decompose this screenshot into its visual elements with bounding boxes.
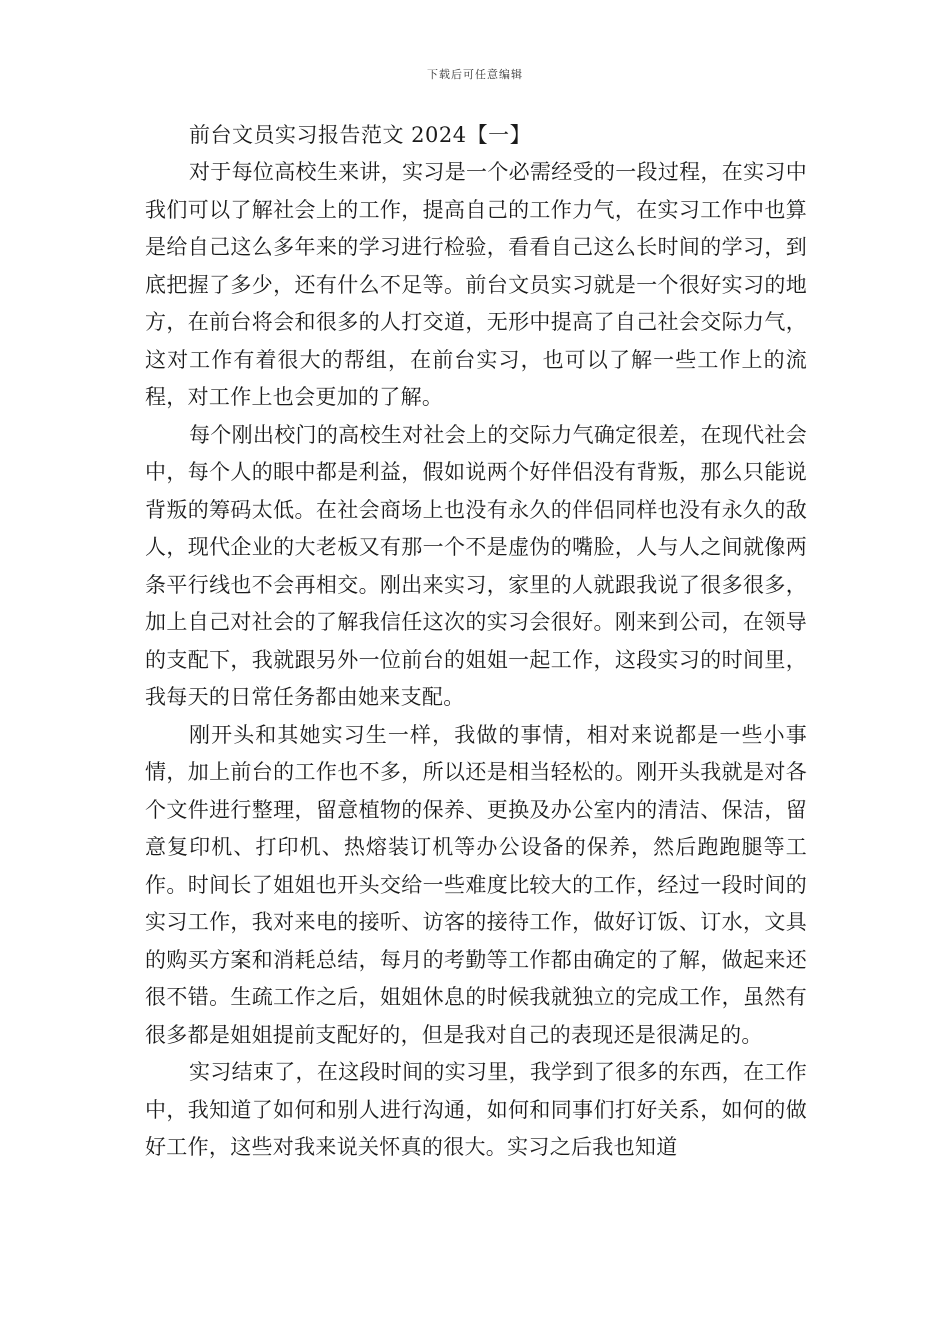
header-note: 下载后可任意编辑 [427,68,523,81]
paragraph-2: 每个刚出校门的高校生对社会上的交际力气确定很差，在现代社会中，每个人的眼中都是利益，假如说两个好伴侣没有背叛，那么只能说背叛的筹码太低。在社会商场上也没有永久的伴侣同样也没有永久的敌人，现代企业的大老板又有那一个不是虚伪的嘴脸，人与人之间就像两条平行线也不会再相交。刚出来实习，家里的人就跟我说了很多很多，加上自己对社会的了解我信任这次的实习会很好。刚来到公司，在领导的支配下，我就跟另外一位前台的姐姐一起工作，这段实习的时间里，我每天的日常任务都由她来支配。 [145,422,807,709]
paragraph-3: 刚开头和其她实习生一样，我做的事情，相对来说都是一些小事情，加上前台的工作也不多，所以还是相当轻松的。刚开头我就是对各个文件进行整理，留意植物的保养、更换及办公室内的清洁、保洁，留意复印机、打印机、热熔装订机等办公设备的保养，然后跑跑腿等工作。时间长了姐姐也开头交给一些难度比较大的工作，经过一段时间的实习工作，我对来电的接听、访客的接待工作，做好订饭、订水，文具的购买方案和消耗总结，每月的考勤等工作都由确定的了解，做起来还很不错。生疏工作之后，姐姐休息的时候我就独立的完成工作，虽然有很多都是姐姐提前支配好的，但是我对自己的表现还是很满足的。 [145,722,807,1047]
paragraph-4: 实习结束了，在这段时间的实习里，我学到了很多的东西，在工作中，我知道了如何和别人进行沟通，如何和同事们打好关系，如何的做好工作，这些对我来说关怀真的很大。实习之后我也知道 [145,1060,807,1159]
document-title: 前台文员实习报告范文 2024【一】 [189,123,532,147]
paragraph-1: 对于每位高校生来讲，实习是一个必需经受的一段过程，在实习中我们可以了解社会上的工作，提高自己的工作力气，在实习工作中也算是给自己这么多年来的学习进行检验，看看自己这么长时间的学习，到底把握了多少，还有什么不足等。前台文员实习就是一个很好实习的地方，在前台将会和很多的人打交道，无形中提高了自己社会交际力气，这对工作有着很大的帮组，在前台实习，也可以了解一些工作上的流程，对工作上也会更加的了解。 [145,160,807,409]
document-body [145,116,807,1167]
